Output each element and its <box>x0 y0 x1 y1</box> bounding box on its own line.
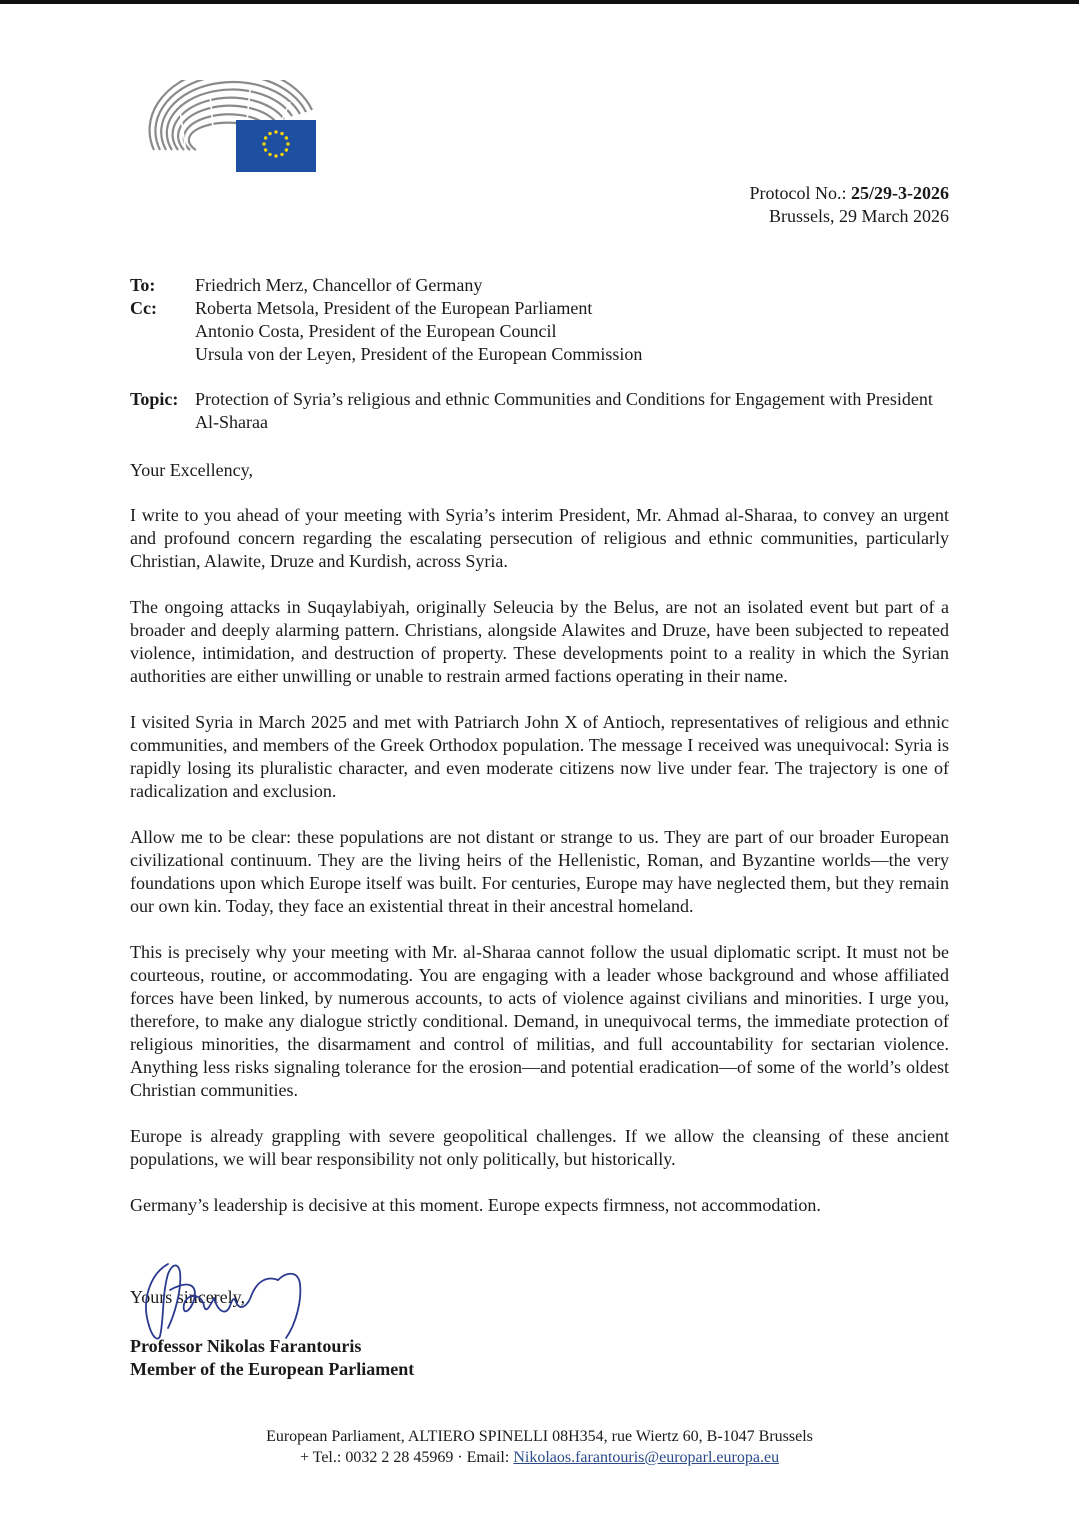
topic-block <box>130 388 950 434</box>
topic-label: Topic: <box>130 389 179 409</box>
body-paragraph: Germany’s leadership is decisive at this moment. Europe expects firmness, not accommodation. <box>130 1195 821 1215</box>
top-border <box>0 0 1079 4</box>
email-link[interactable]: Nikolaos.farantouris@europarl.europa.eu <box>513 1449 780 1466</box>
signer-title: Member of the European Parliament <box>130 1359 415 1379</box>
protocol-number: 25/29-3-2026 <box>851 183 949 203</box>
body-paragraph: The ongoing attacks in Suqaylabiyah, originally Seleucia by the Belus, are not an isolated event but part of a broader and deeply alarming pattern. Christians, alongside Alawites and Druze, have been subjected to repeated violence, intimidation, and destruction of property. These developments point to a reality in which the Syrian authorities are either unwilling or unable to restrain armed factions operating in their name. <box>130 597 949 686</box>
to-label: To: <box>130 275 156 295</box>
body-paragraph: Allow me to be clear: these populations are not distant or strange to us. They are part of our broader European civilizational continuum. They are the living heirs of the Hellenistic, Roman, and Byzantine worlds—the very foundations upon which Europe itself was built. For centuries, Europe may have neglected them, but they remain our own kin. Today, they face an existential threat in their ancestral homeland. <box>130 827 949 916</box>
cc-row <box>130 320 642 343</box>
closing: Yours sincerely, <box>130 1287 245 1307</box>
cc-recipient: Antonio Costa, President of the European Council <box>195 321 557 341</box>
cc-row <box>130 297 642 320</box>
letter-body <box>130 459 949 1240</box>
signer-block <box>130 1335 414 1381</box>
body-paragraph: Europe is already grappling with severe geopolitical challenges. If we allow the cleansing of these ancient populations, we will bear responsibility not only politically, but historically. <box>130 1126 949 1169</box>
cc-label: Cc: <box>130 298 157 318</box>
european-parliament-logo <box>140 80 320 176</box>
recipients-block <box>130 274 642 366</box>
cc-recipient: Roberta Metsola, President of the European Parliament <box>195 298 593 318</box>
salutation: Your Excellency, <box>130 460 253 480</box>
cc-recipient: Ursula von der Leyen, President of the European Commission <box>195 344 643 364</box>
protocol-block <box>750 182 950 228</box>
signer-name: Professor Nikolas Farantouris <box>130 1336 362 1356</box>
cc-row <box>130 343 642 366</box>
body-paragraph: This is precisely why your meeting with Mr. al-Sharaa cannot follow the usual diplomatic script. It must not be courteous, routine, or accommodating. You are engaging with a leader whose background and whose affiliated forces have been linked, by numerous accounts, to acts of violence against civilians and minorities. I urge you, therefore, to make any dialogue strictly conditional. Demand, in unequivocal terms, the immediate protection of religious minorities, the disarmament and control of militias, and full accountability for sectarian violence. Anything less risks signaling tolerance for the erosion—and potential eradication—of some of the world’s oldest Christian communities. <box>130 942 949 1100</box>
footer-tel: + Tel.: 0032 2 28 45969 · Email: <box>299 1449 514 1466</box>
to-recipient: Friedrich Merz, Chancellor of Germany <box>195 275 483 295</box>
to-row <box>130 274 642 297</box>
body-paragraph: I write to you ahead of your meeting with Syria’s interim President, Mr. Ahmad al-Sharaa, to convey an urgent and profound concern regarding the escalating persecution of religious and ethnic communities, particularly Christian, Alawite, Druze and Kurdish, across Syria. <box>130 505 949 571</box>
protocol-line: Protocol No.: 25/29-3-2026 <box>749 183 949 203</box>
footer <box>0 1426 1079 1468</box>
footer-contact <box>0 1447 1079 1468</box>
body-paragraph: I visited Syria in March 2025 and met with Patriarch John X of Antioch, representatives of religious and ethnic communities, and members of the Greek Orthodox population. The message I received was unequivocal: Syria is rapidly losing its pluralistic character, and even moderate citizens now live under fear. The trajectory is one of radicalization and exclusion. <box>130 712 949 801</box>
place-date: Brussels, 29 March 2026 <box>769 206 949 226</box>
footer-address: European Parliament, ALTIERO SPINELLI 08H354, rue Wiertz 60, B-1047 Brussels <box>266 1428 813 1445</box>
topic-text: Protection of Syria’s religious and ethnic Communities and Conditions for Engagement with President Al-Sharaa <box>195 389 933 432</box>
